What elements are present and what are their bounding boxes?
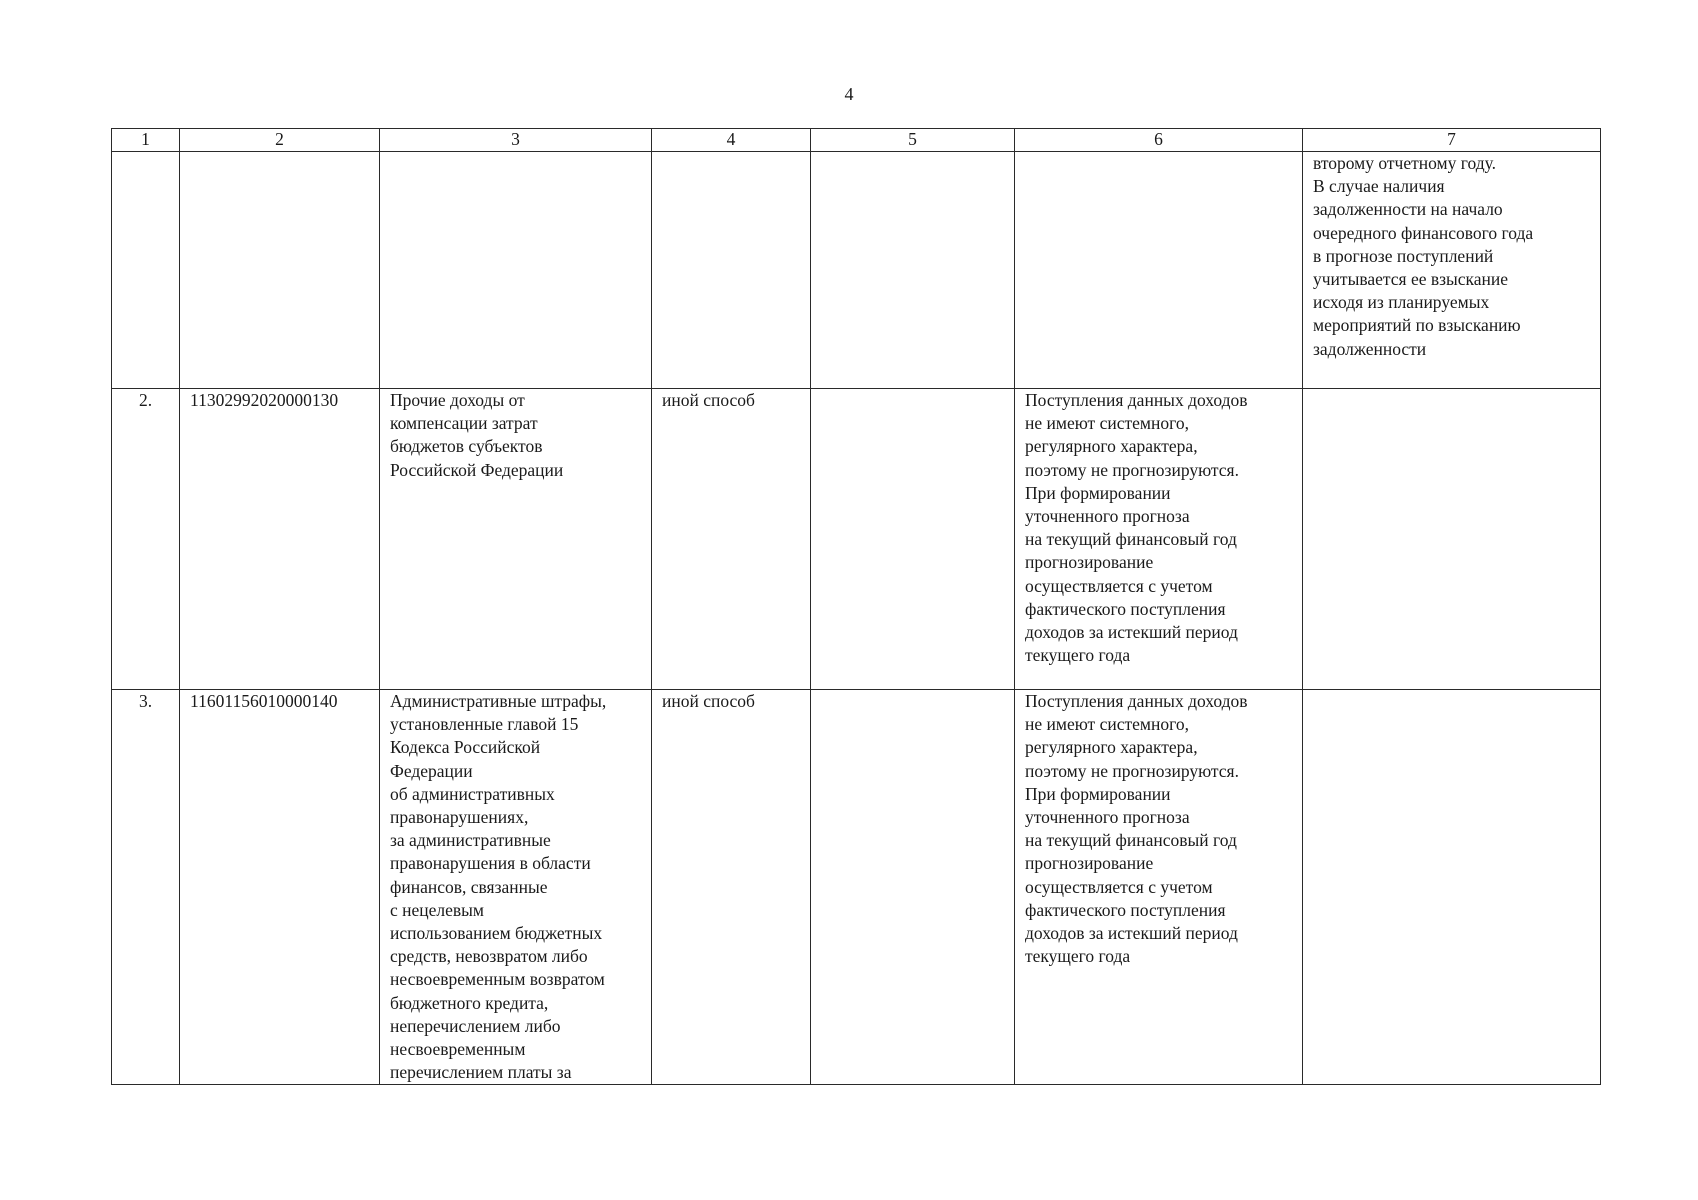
column-5-cell <box>811 690 1015 1085</box>
column-header-4: 4 <box>652 129 811 152</box>
column-6-cell <box>1015 152 1303 389</box>
column-7-cell <box>1303 389 1601 690</box>
table-row <box>112 152 1601 389</box>
revenue-name-cell: Прочие доходы от компенсации затрат бюджетов субъектов Российской Федерации <box>380 389 652 690</box>
column-7-cell <box>1303 690 1601 1085</box>
forecast-method-cell <box>652 152 811 389</box>
column-6-cell: Поступления данных доходов не имеют системного, регулярного характера, поэтому не прогнозируются. При формировании уточненного прогноза на текущий финансовый год прогнозирование осуществляется с учетом фактического поступления доходов за истекший период текущего года <box>1015 690 1303 1085</box>
column-header-5: 5 <box>811 129 1015 152</box>
revenue-name-cell: Административные штрафы, установленные главой 15 Кодекса Российской Федерации об административных правонарушениях, за административные правонарушения в области финансов, связанные с нецелевым использованием бюджетных средств, невозвратом либо несвоевременным возвратом бюджетного кредита, неперечислением либо несвоевременным перечислением платы за <box>380 690 652 1085</box>
budget-code-cell: 11302992020000130 <box>180 389 380 690</box>
table-row <box>112 690 1601 1085</box>
revenue-name-cell <box>380 152 652 389</box>
column-header-3: 3 <box>380 129 652 152</box>
column-6-cell: Поступления данных доходов не имеют системного, регулярного характера, поэтому не прогнозируются. При формировании уточненного прогноза на текущий финансовый год прогнозирование осуществляется с учетом фактического поступления доходов за истекший период текущего года <box>1015 389 1303 690</box>
column-5-cell <box>811 389 1015 690</box>
column-header-6: 6 <box>1015 129 1303 152</box>
column-header-2: 2 <box>180 129 380 152</box>
forecast-method-cell: иной способ <box>652 389 811 690</box>
column-7-cell: второму отчетному году. В случае наличия задолженности на начало очередного финансового года в прогнозе поступлений учитывается ее взыскание исходя из планируемых мероприятий по взысканию задолженности <box>1303 152 1601 389</box>
table-row <box>112 389 1601 690</box>
column-header-7: 7 <box>1303 129 1601 152</box>
revenue-table-container <box>111 128 1600 1085</box>
page-number: 4 <box>844 84 854 104</box>
header-row <box>112 129 1601 152</box>
row-number: 3. <box>112 690 180 1085</box>
budget-code-cell: 11601156010000140 <box>180 690 380 1085</box>
column-5-cell <box>811 152 1015 389</box>
revenue-table <box>111 128 1601 1085</box>
column-header-1: 1 <box>112 129 180 152</box>
row-number <box>112 152 180 389</box>
row-number: 2. <box>112 389 180 690</box>
budget-code-cell <box>180 152 380 389</box>
forecast-method-cell: иной способ <box>652 690 811 1085</box>
